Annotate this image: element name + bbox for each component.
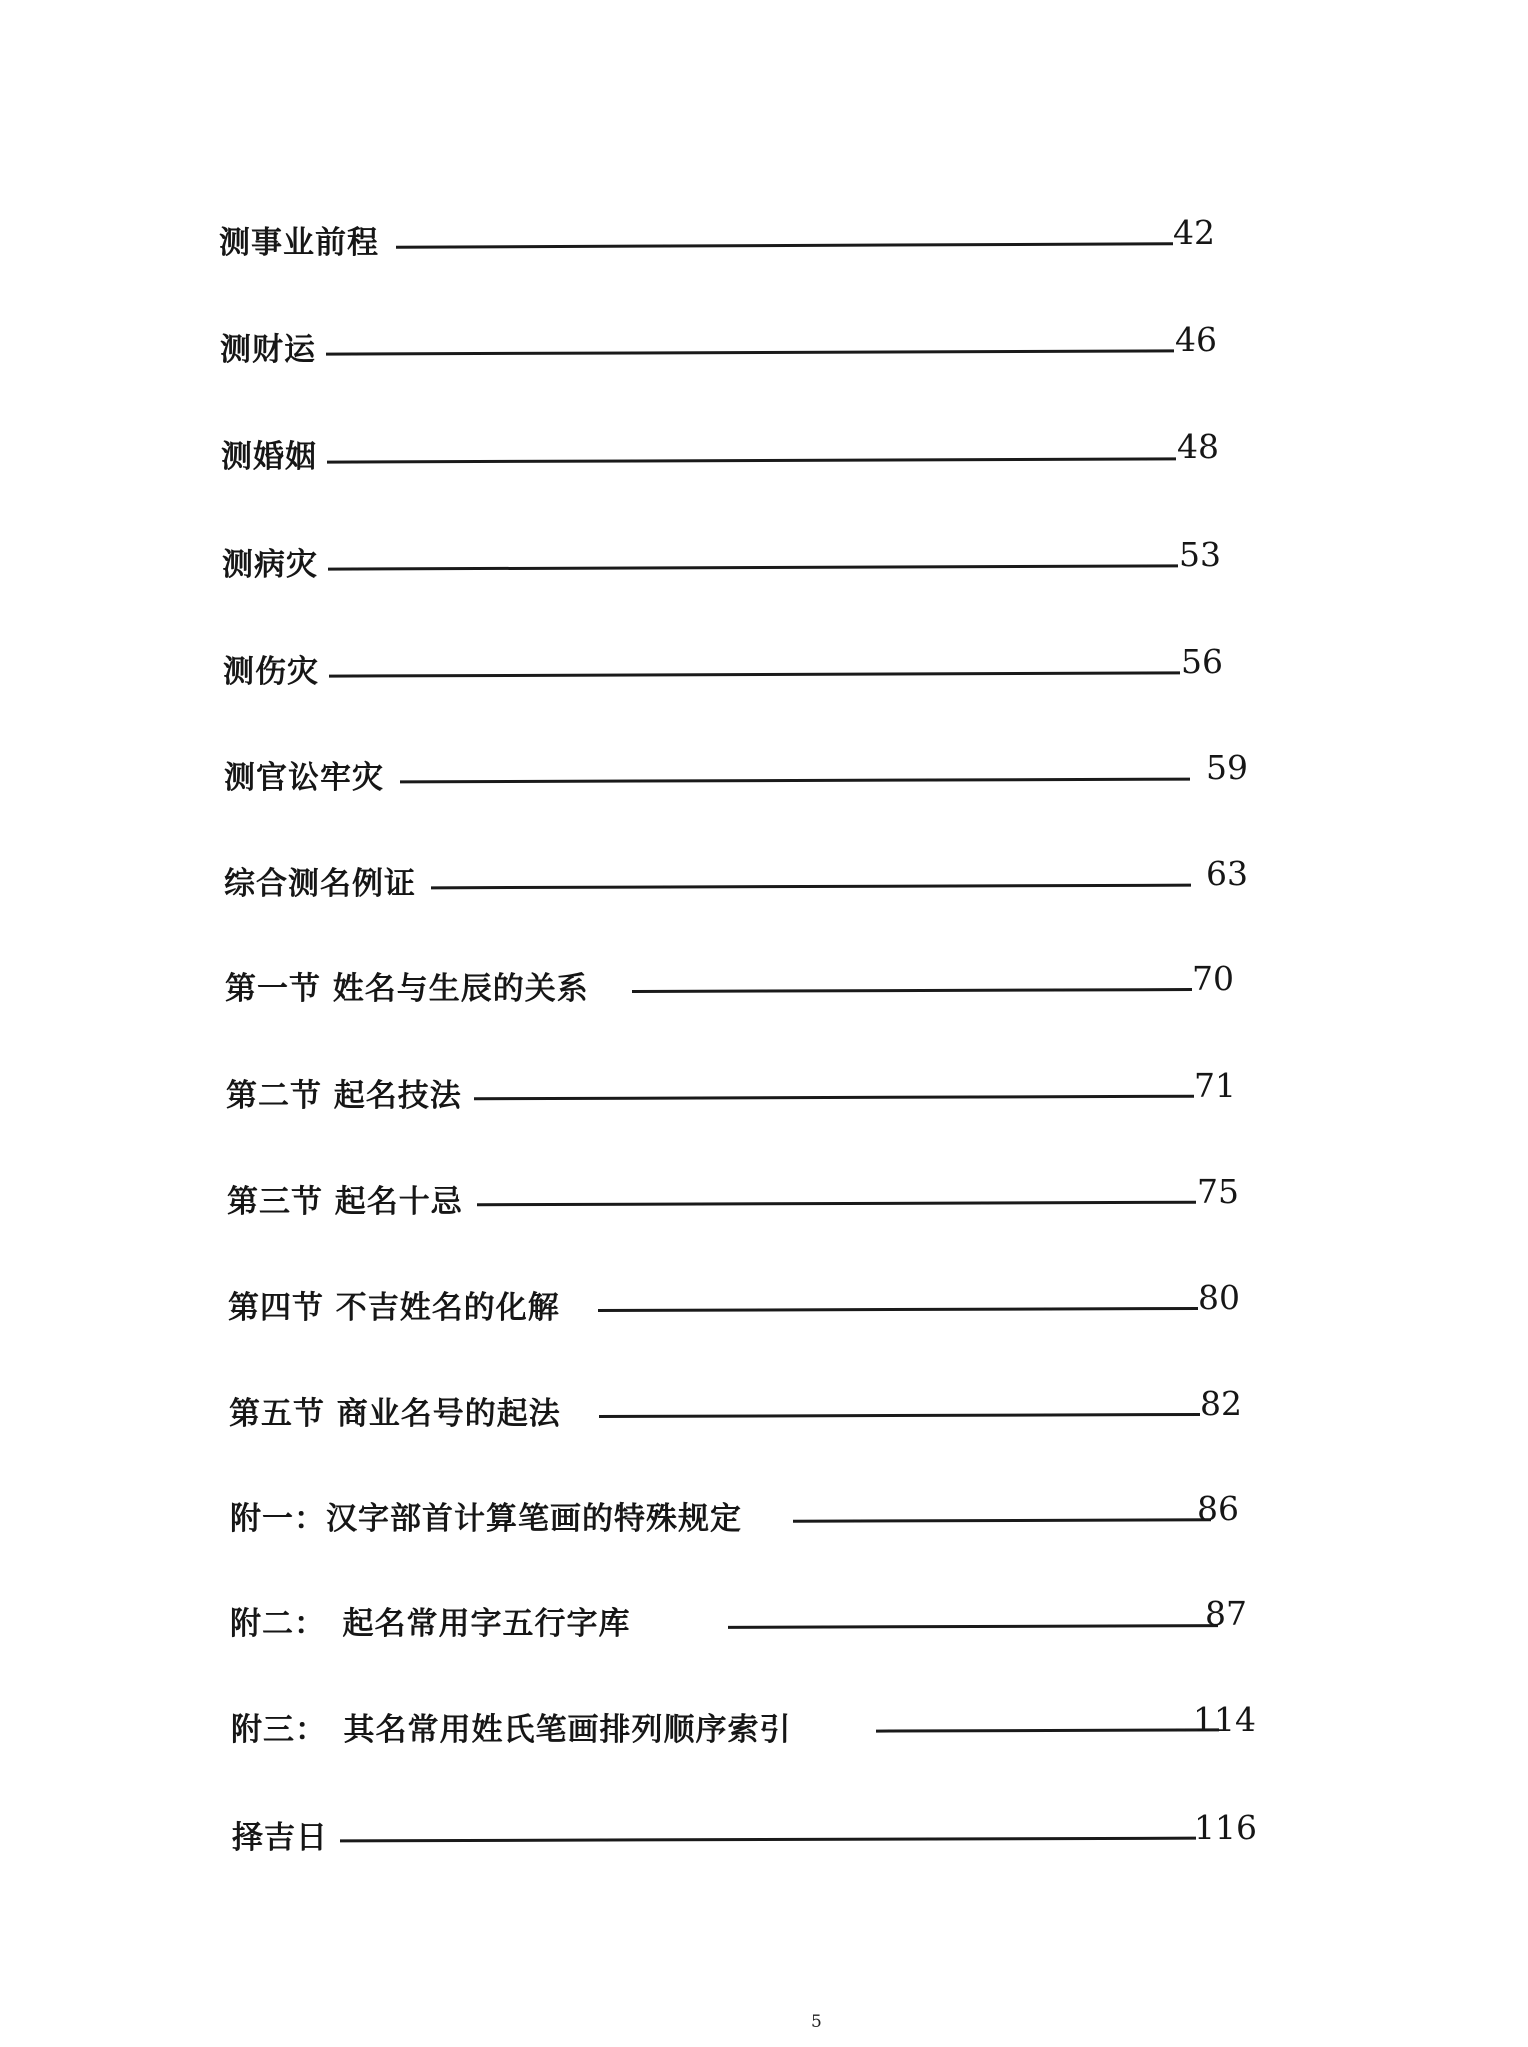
toc-entry-page: 53 [1179,535,1221,574]
toc-entry-page: 75 [1197,1172,1239,1211]
toc-entry-page: 63 [1206,854,1248,893]
toc-entry [224,748,1254,798]
toc-entry-title: 第四节 不吉姓名的化解 [228,1290,560,1326]
toc-entry-page: 48 [1177,427,1219,466]
toc-entry-title: 测病灾 [222,547,318,583]
leader-line [326,349,1174,355]
toc-entry [220,320,1240,370]
toc-entry-title: 第二节 起名技法 [226,1078,462,1114]
leader-line [632,988,1192,993]
toc-entry-title: 附二： 起名常用字五行字库 [230,1606,631,1642]
toc-entry-title: 测伤灾 [223,654,319,690]
leader-line [400,778,1190,784]
toc-entry-page: 46 [1175,320,1217,359]
toc-entry-page: 71 [1194,1066,1236,1105]
leader-line [329,671,1180,677]
leader-line [327,457,1176,463]
toc-entry [230,1489,1270,1539]
leader-line [431,884,1191,890]
toc-entry-page: 87 [1205,1594,1247,1633]
toc-entry [225,959,1255,1009]
toc-entry [219,213,1239,263]
toc-entry [221,427,1241,477]
leader-line [477,1201,1196,1207]
leader-line [728,1624,1218,1629]
toc-entry-page: 42 [1173,213,1215,252]
leader-line [599,1413,1200,1418]
toc-entry-title: 测事业前程 [219,225,379,261]
toc-entry [226,1066,1256,1116]
toc-entry [232,1808,1272,1858]
toc-entry-page: 114 [1193,1700,1256,1739]
toc-entry-title: 综合测名例证 [224,866,416,902]
toc-entry-title: 测财运 [220,332,316,368]
toc-entry [231,1700,1271,1750]
toc-entry-title: 附三： 其名常用姓氏笔画排列顺序索引 [231,1712,792,1748]
page-number: 5 [811,2012,822,2032]
toc-entry [224,854,1254,904]
toc-entry-page: 80 [1198,1278,1240,1317]
leader-line [328,564,1178,570]
toc-entry-title: 第三节 起名十忌 [227,1184,463,1220]
toc-entry-page: 82 [1200,1384,1242,1423]
toc-entry-page: 86 [1197,1489,1239,1528]
toc-entry-title: 择吉日 [232,1820,328,1856]
toc-entry [227,1172,1257,1222]
toc-entry-title: 测婚姻 [221,439,317,475]
leader-line [876,1728,1219,1732]
toc-entry [228,1278,1258,1328]
toc-entry-title: 第五节 商业名号的起法 [229,1396,561,1432]
toc-entry-title: 测官讼牢灾 [224,760,384,796]
toc-entry-page: 70 [1192,959,1234,998]
toc-entry [223,642,1243,692]
leader-line [396,242,1173,248]
toc-entry-page: 59 [1206,748,1248,787]
toc-entry [230,1594,1270,1644]
leader-line [474,1095,1194,1101]
leader-line [598,1307,1198,1312]
leader-line [340,1837,1196,1843]
toc-entry [222,535,1242,585]
toc-entry-title: 第一节 姓名与生辰的关系 [225,971,589,1007]
toc-entry [229,1384,1259,1434]
toc-entry-title: 附一：汉字部首计算笔画的特殊规定 [230,1501,742,1537]
leader-line [793,1518,1211,1522]
toc-entry-page: 116 [1194,1808,1257,1847]
toc-entry-page: 56 [1181,642,1223,681]
